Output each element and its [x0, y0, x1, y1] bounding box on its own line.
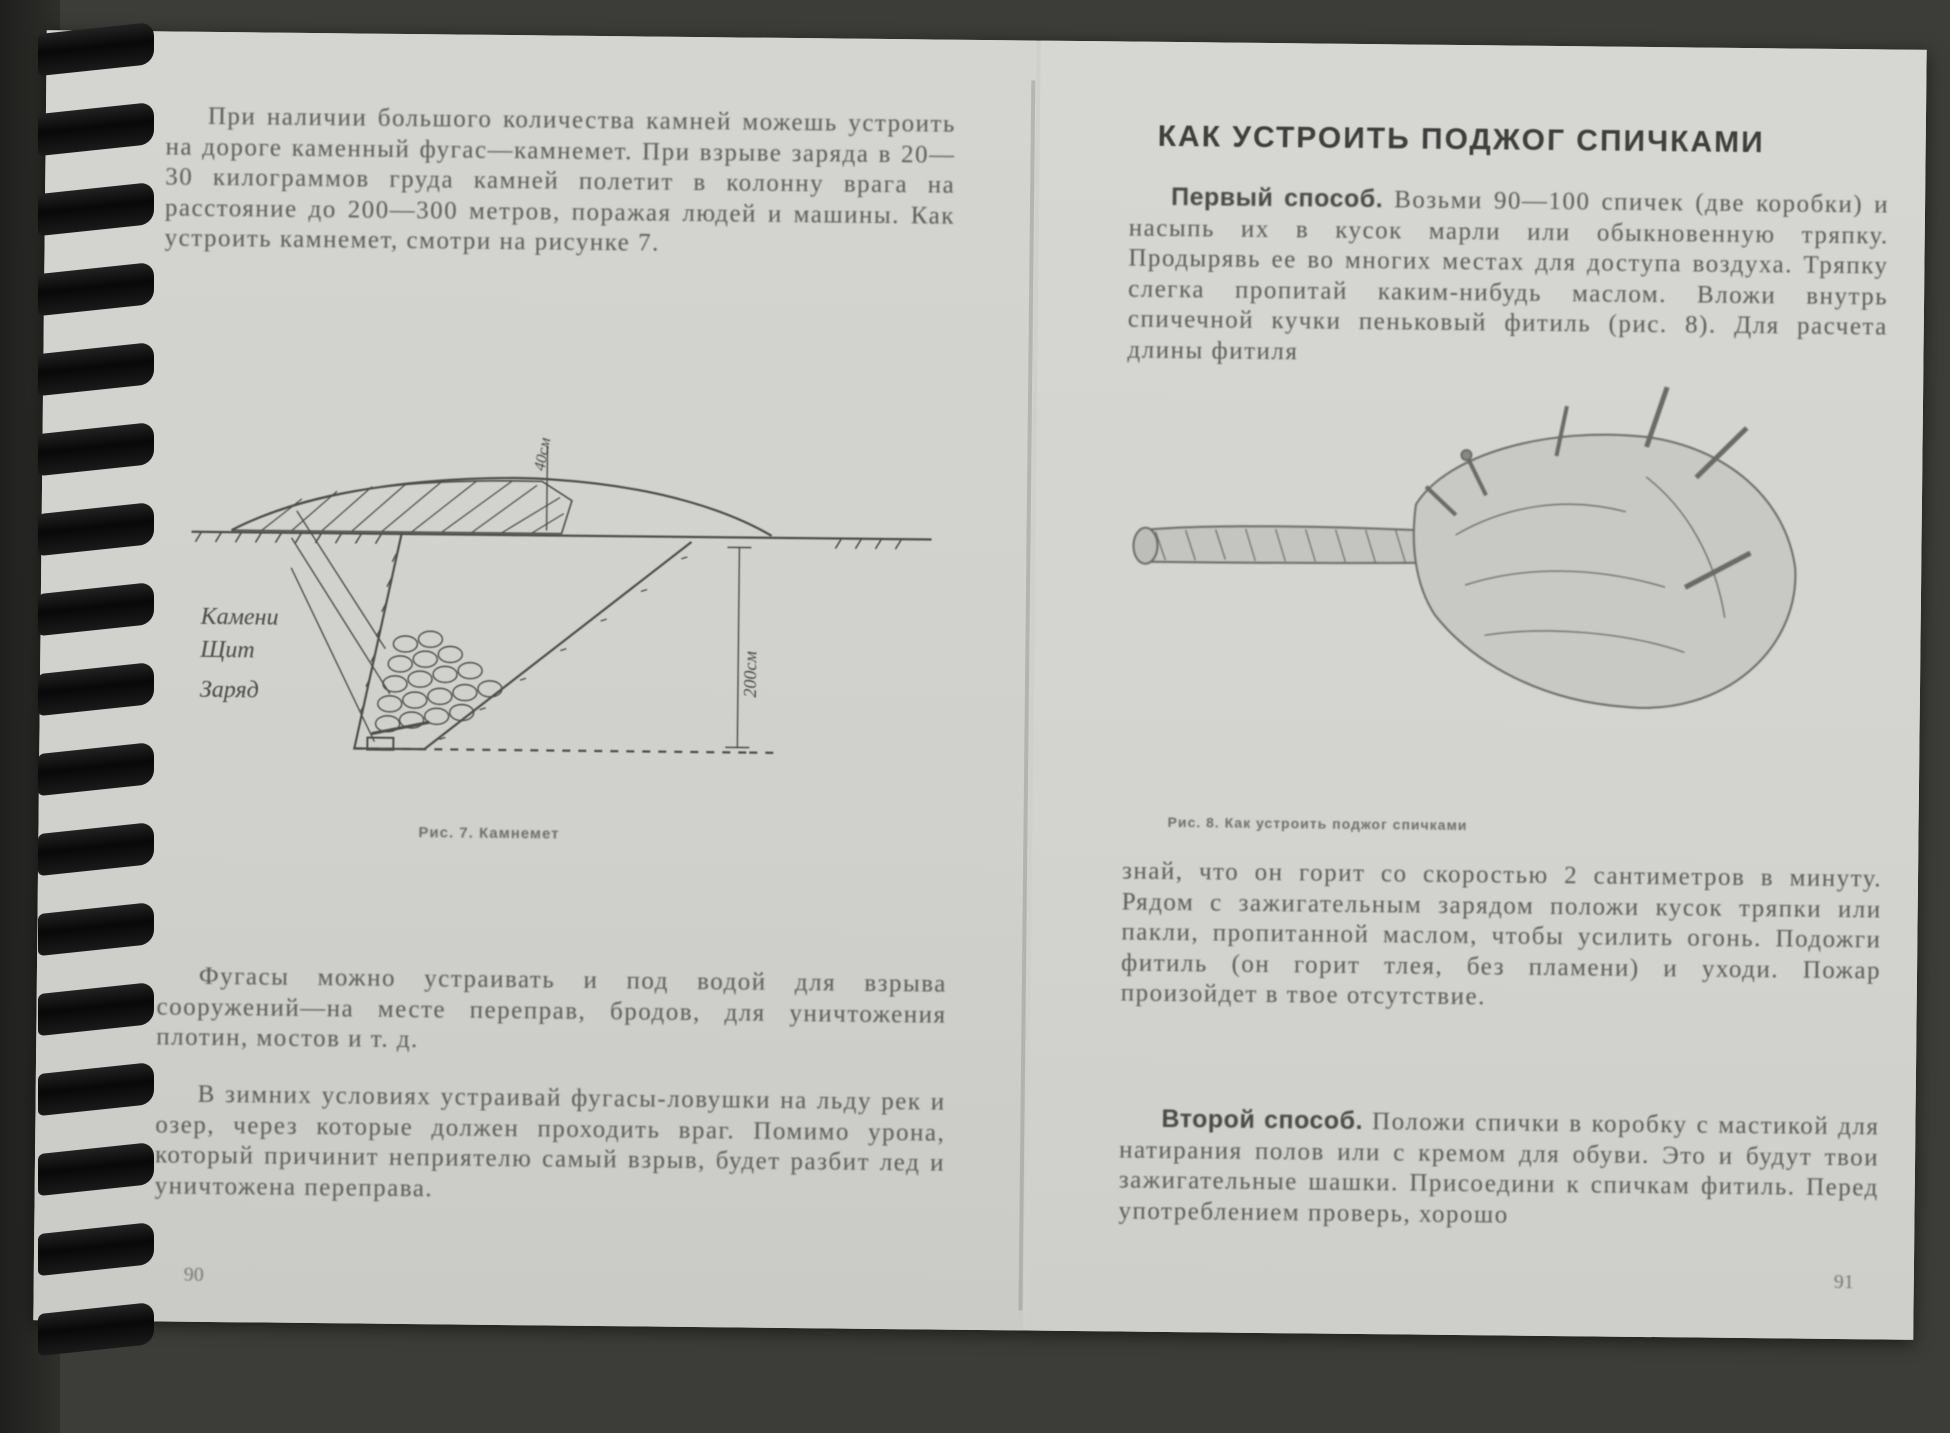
pit-outline [354, 533, 691, 751]
left-paragraph-2: Фугасы можно устраивать и под водой для взрыва сооружений—на месте переправ, бродов, для уничтожения плотин, мостов и т. д. [156, 962, 948, 1054]
label-shield: Щит [200, 636, 255, 664]
fuse [1145, 525, 1430, 565]
label-depth: 200см [739, 651, 761, 698]
figure-8-match-bundle [1123, 412, 1887, 790]
left-paragraph-3: В зимних условиях устраивай фугасы-ловушки на льду рек и озер, через которые должен проходить враг. Помимо урона, который причинит неприятелю самый взрыв, будет разбит лед и уничтожена переправа. [154, 1080, 946, 1202]
rag-bundle [1412, 433, 1797, 710]
left-paragraph-1: При наличии большого количества камней можешь устроить на дороге каменный фугас—камнемет. При взрыве заряда в 20—30 килограммов груда камней полетит в колонну врага на расстояние до 200—300 метров, поражая людей и машины. Как устроить камнемет, смотри на рисунке 7. [164, 102, 957, 257]
method-2-text: Положи спички в коробку с мастикой для натирания полов или с кремом для обуви. Это и будут твои зажигательные шашки. Присоедини к спичкам фитиль. Перед употреблением проверь, хорошо [1118, 1108, 1880, 1229]
mound-outline [232, 475, 773, 536]
left-page-number: 90 [183, 1263, 204, 1286]
figure-7-stone-fugas [189, 402, 973, 790]
method-1-label: Первый способ. [1170, 182, 1384, 214]
label-charge: Заряд [199, 676, 259, 704]
left-page [33, 30, 1036, 1330]
method-2-label: Второй способ. [1161, 1104, 1364, 1136]
right-paragraph-continuation: знай, что он горит со скоростью 2 сантиметров в минуту. Рядом с зажигательным зарядом положи кусок тряпки или пакли, пропитанной маслом, чтобы усилить огонь. Подожги фитиль (он горит тлея, без пламени) и уходи. Пожар произойдет в твое отсутствие. [1120, 857, 1883, 1011]
method-1-text: Возьми 90—100 спичек (две коробки) и насыпь их в кусок марли или обыкновенную тряпку. Продырявь ее во многих местах для доступа воздуха. Тряпку слегка пропитай каким-нибудь маслом. Вложи внутрь спичечной кучки пеньковый фитиль (рис. 8). Для расчета длины фитиля [1127, 186, 1890, 365]
right-paragraph-1 [1127, 182, 1889, 374]
right-paragraph-2 [1118, 1103, 1879, 1234]
right-page-number: 91 [1833, 1270, 1854, 1294]
stones-pile [375, 631, 502, 733]
right-page [1027, 41, 1926, 1340]
mound-hatched [232, 478, 573, 534]
label-height: 40см [531, 436, 555, 473]
section-heading: КАК УСТРОИТЬ ПОДЖОГ СПИЧКАМИ [1157, 119, 1765, 160]
spiral-binding [38, 0, 178, 1433]
mound-hatch-lines [262, 478, 565, 533]
label-stones: Камени [200, 603, 279, 631]
figure-7-caption: Рис. 7. Камнемет [418, 824, 560, 843]
open-book [33, 30, 1926, 1340]
figure-8-caption: Рис. 8. Как устроить поджог спичками [1167, 813, 1468, 834]
